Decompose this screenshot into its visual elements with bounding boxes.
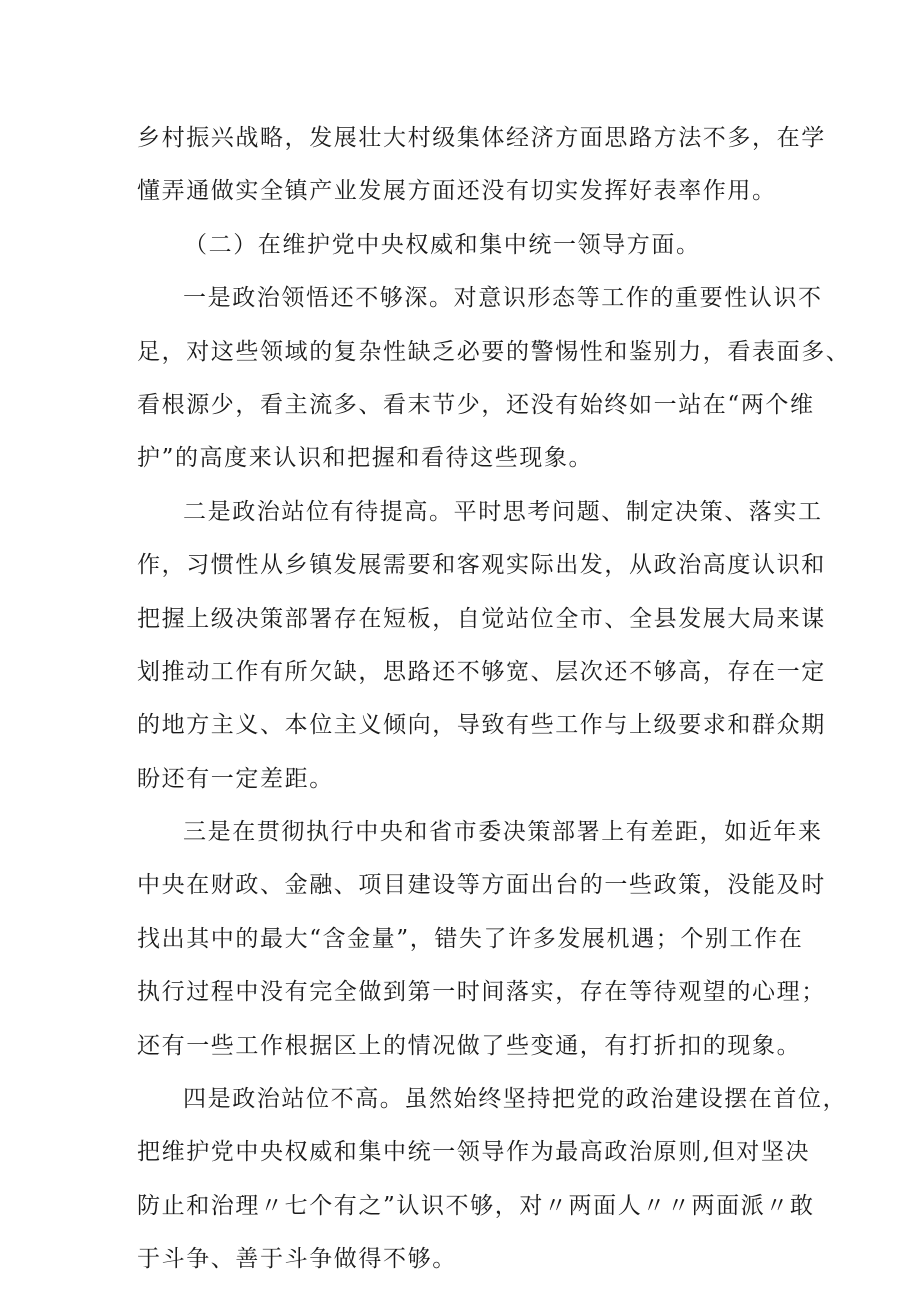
document-body: [137, 112, 851, 1287]
text-line: 还有一些工作根据区上的情况做了些变通，有打折扣的现象。: [137, 1032, 802, 1059]
text-line: 盼还有一定差距。: [137, 765, 334, 792]
text-line: 把维护党中央权威和集中统一领导作为最高政治原则,但对坚决: [137, 1139, 811, 1166]
section-heading: （二）在维护党中央权威和集中统一领导方面。: [184, 231, 701, 258]
paragraph-first-line: 二是政治站位有待提高。平时思考问题、制定决策、落实工: [183, 498, 823, 525]
text-line: 作，习惯性从乡镇发展需要和客观实际出发，从政治高度认识和: [137, 552, 826, 579]
text-line: 于斗争、善于斗争做得不够。: [137, 1246, 457, 1273]
text-line: 乡村振兴战略，发展壮大村级集体经济方面思路方法不多，在学: [137, 125, 826, 151]
text-line: 找出其中的最大“含金量”，错失了许多发展机遇；个别工作在: [137, 925, 804, 952]
paragraph-first-line: 四是政治站位不高。虽然始终坚持把党的政治建设摆在首位，: [183, 1086, 848, 1113]
paragraph-first-line: 一是政治领悟还不够深。对意识形态等工作的重要性认识不: [183, 285, 823, 312]
text-line: 防止和治理〃七个有之”认识不够，对〃两面人〃〃两面派〃敢: [137, 1192, 815, 1219]
text-line: 把握上级决策部署存在短板，自觉站位全市、全县发展大局来谋: [137, 605, 826, 632]
text-line: 足，对这些领域的复杂性缺乏必要的警惕性和鉴别力，看表面多、: [137, 338, 851, 365]
text-line: 护”的高度来认识和把握和看待这些现象。: [137, 445, 594, 472]
text-line: 的地方主义、本位主义倾向，导致有些工作与上级要求和群众期: [137, 712, 826, 739]
text-line: 划推动工作有所欠缺，思路还不够宽、层次还不够高，存在一定: [137, 658, 826, 685]
paragraph-first-line: 三是在贯彻执行中央和省市委决策部署上有差距，如近年来: [183, 819, 823, 846]
text-line: 中央在财政、金融、项目建设等方面出台的一些政策，没能及时: [137, 872, 826, 899]
text-line: 执行过程中没有完全做到第一时间落实，存在等待观望的心理；: [137, 979, 826, 1006]
text-line: 看根源少，看主流多、看末节少，还没有始终如一站在“两个维: [137, 391, 815, 418]
text-line: 懂弄通做实全镇产业发展方面还没有切实发挥好表率作用。: [137, 178, 777, 205]
